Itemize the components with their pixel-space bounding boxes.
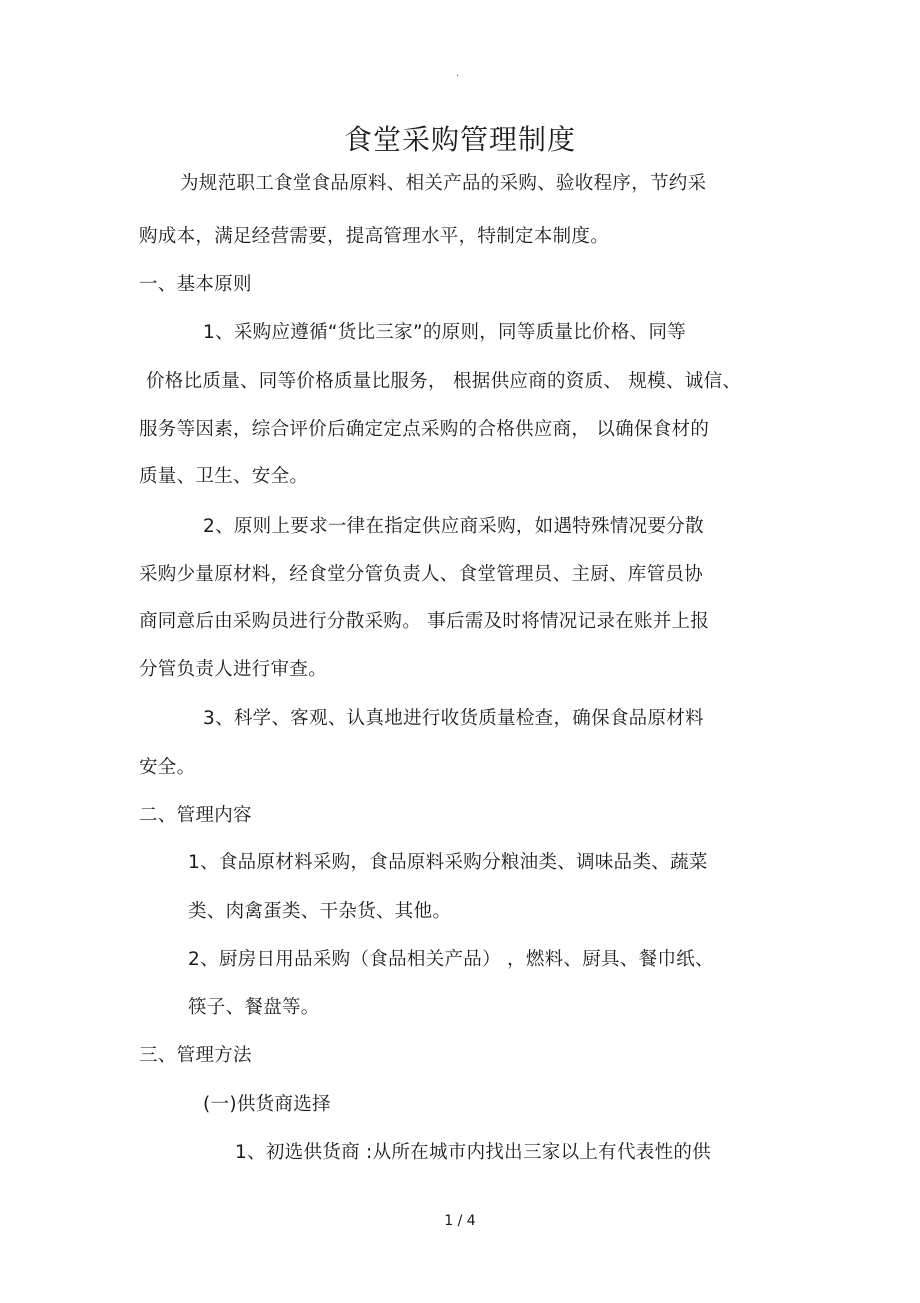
page-title: 食堂采购管理制度 bbox=[343, 123, 576, 156]
paragraph-line: 商同意后由采购员进行分散采购。 事后需及时将情况记录在账并上报 bbox=[139, 611, 710, 632]
section-heading: 三、管理方法 bbox=[139, 1045, 252, 1066]
paragraph-line: 采购少量原材料，经食堂分管负责人、食堂管理员、主厨、库管员协 bbox=[139, 564, 704, 585]
paragraph-line: 筷子、餐盘等。 bbox=[188, 997, 320, 1018]
paragraph-line: 类、肉禽蛋类、干杂货、其他。 bbox=[188, 901, 452, 922]
paragraph-line: 服务等因素，综合评价后确定定点采购的合格供应商， 以确保食材的 bbox=[139, 419, 710, 440]
header-mark: . bbox=[456, 68, 460, 79]
section-heading: 一、基本原则 bbox=[139, 274, 252, 295]
paragraph-line: 1、采购应遵循“货比三家”的原则，同等质量比价格、同等 bbox=[203, 322, 687, 343]
page-indicator: 1 / 4 bbox=[444, 1213, 476, 1229]
paragraph-line: 1、食品原材料采购，食品原料采购分粮油类、调味品类、蔬菜 bbox=[188, 852, 708, 873]
paragraph-line: 为规范职工食堂食品原料、相关产品的采购、验收程序，节约采 bbox=[180, 173, 707, 194]
paragraph-line: 3、科学、客观、认真地进行收货质量检查，确保食品原材料 bbox=[203, 708, 704, 729]
section-heading: 二、管理内容 bbox=[139, 805, 252, 826]
paragraph-line: 质量、卫生、安全。 bbox=[139, 466, 309, 487]
paragraph-line: 2、原则上要求一律在指定供应商采购，如遇特殊情况要分散 bbox=[203, 516, 704, 537]
paragraph-line: 安全。 bbox=[139, 757, 196, 778]
paragraph-line: 价格比质量、同等价格质量比服务， 根据供应商的资质、 规模、诚信、 bbox=[146, 371, 742, 392]
paragraph-line: 分管负责人进行审查。 bbox=[139, 659, 328, 680]
paragraph-line: 购成本，满足经营需要，提高管理水平，特制定本制度。 bbox=[139, 226, 610, 247]
subsection-heading: (一)供货商选择 bbox=[203, 1094, 331, 1115]
paragraph-line: 1、初选供货商 :从所在城市内找出三家以上有代表性的供 bbox=[235, 1142, 711, 1163]
paragraph-line: 2、厨房日用品采购（食品相关产品） ，燃料、厨具、餐巾纸、 bbox=[188, 949, 714, 970]
